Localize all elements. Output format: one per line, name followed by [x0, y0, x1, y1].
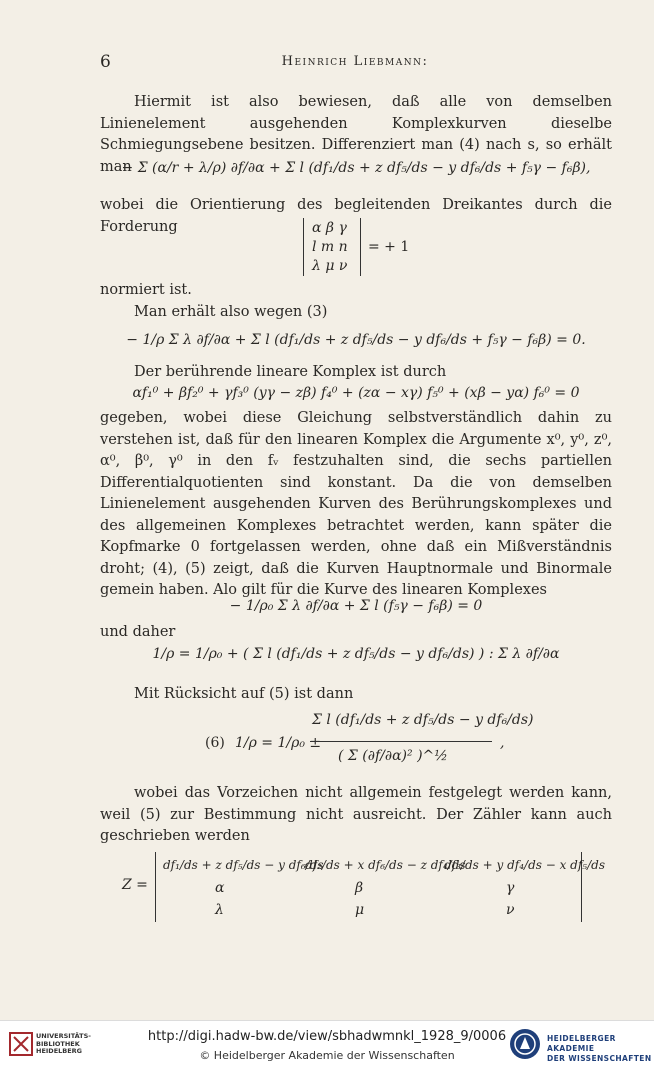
source-url-link[interactable]: http://digi.hadw-bw.de/view/sbhadwmnkl_1928_9/0006: [147, 1029, 507, 1044]
equation-6-label: (6): [205, 735, 225, 751]
det2-r1c2: df₂/ds + x df₆/ds − z df₄/ds: [305, 858, 466, 872]
det2-r1c3: df₃/ds + y df₄/ds − x df₅/ds: [444, 858, 605, 872]
det2-r2c1: α: [215, 880, 225, 896]
page-header: [100, 52, 610, 72]
paragraph-6: gegeben, wobei diese Gleichung selbstverständlich dahin zu verstehen ist, daß für den linearen Komplex die Argumente x⁰, y⁰, z⁰, α⁰, β⁰, γ⁰ in den fᵥ festzuhalten sind, die sechs partiellen Differentialquotienten sind konstant. Da die von demselben Linienelement ausgehenden Kurven des Berührungskomplexes und des allgemeinen Komplexes betrachtet werden, kann später die Kopfmarke 0 fortgelassen werden, ohne daß ein Mißverständnis droht; (4), (5) zeigt, daß die Kurven Hauptnormale und Binormale gemein haben. Alo gilt für die Kurve des linearen Komplexes: [100, 410, 612, 598]
equation-6-denominator: ( Σ (∂f/∂α)² )^½: [338, 748, 448, 764]
det2-r1c1: df₁/ds + z df₅/ds − y df₆/ds: [163, 858, 324, 872]
academy-seal-icon: [508, 1027, 542, 1061]
det2-r3c3: ν: [506, 902, 515, 918]
paragraph-2: wobei die Orientierung des begleitenden Dreikantes durch die Forderung: [100, 197, 612, 235]
equation-5: 1/ρ = 1/ρ₀ + ( Σ l (df₁/ds + z df₅/ds − y df₆/ds) ) : Σ λ ∂f/∂α: [152, 646, 560, 662]
footer-bar: [0, 1020, 654, 1068]
equation-2: − 1/ρ Σ λ ∂f/∂α + Σ l (df₁/ds + z df₅/ds − y df₆/ds + f₅γ − f₆β) = 0.: [126, 332, 586, 348]
library-name: UNIVERSITÄTS- BIBLIOTHEK HEIDELBERG: [36, 1032, 91, 1055]
equation-3: αf₁⁰ + βf₂⁰ + γf₃⁰ (yγ − zβ) f₄⁰ + (zα − xγ) f₅⁰ + (xβ − yα) f₆⁰ = 0: [132, 385, 580, 401]
equation-6-trail: ,: [500, 735, 505, 751]
det-row-2: l m n: [312, 239, 348, 255]
paragraph-3: normiert ist.: [100, 282, 192, 298]
fraction-bar: [310, 741, 492, 742]
det2-r2c2: β: [355, 880, 364, 896]
equation-6-numerator: Σ l (df₁/ds + z df₅/ds − y df₆/ds): [312, 712, 534, 728]
det-row-1: α β γ: [312, 220, 347, 236]
equation-1: − Σ (α/r + λ/ρ) ∂f/∂α + Σ l (df₁/ds + z df₅/ds − y df₆/ds + f₅γ − f₆β),: [121, 160, 591, 176]
det-row-3: λ μ ν: [312, 258, 348, 274]
equation-4: − 1/ρ₀ Σ λ ∂f/∂α + Σ l (f₅γ − f₆β) = 0: [229, 598, 483, 614]
paragraph-8: Mit Rücksicht auf (5) ist dann: [134, 686, 354, 702]
det-value: = + 1: [368, 239, 410, 255]
paragraph-4: Man erhält also wegen (3): [134, 304, 328, 320]
academy-name: HEIDELBERGER AKADEMIE DER WISSENSCHAFTEN: [547, 1034, 652, 1063]
paragraph-7: und daher: [100, 624, 176, 640]
det2-r2c3: γ: [506, 880, 515, 896]
paragraph-1: Hiermit ist also bewiesen, daß alle von demselben Linienelement ausgehenden Komplexkurven dieselbe Schmiegungsebene besitzen. Differenziert man (4) nach s, so erhält man: [100, 94, 612, 175]
det2-r3c1: λ: [215, 902, 224, 918]
paragraph-9: wobei das Vorzeichen nicht allgemein festgelegt werden kann, weil (5) zur Bestimmung nicht ausreicht. Der Zähler kann auch geschrieben werden: [100, 785, 612, 844]
page-number: 6: [100, 52, 111, 72]
det2-lhs: Z =: [122, 877, 148, 893]
equation-6-lhs: 1/ρ = 1/ρ₀ ±: [235, 735, 322, 751]
running-head: Heinrich Liebmann:: [281, 54, 429, 69]
det2-r3c2: μ: [355, 902, 365, 918]
copyright-text: © Heidelberger Akademie der Wissenschaften: [199, 1049, 455, 1062]
paragraph-5: Der berührende lineare Komplex ist durch: [134, 364, 447, 380]
